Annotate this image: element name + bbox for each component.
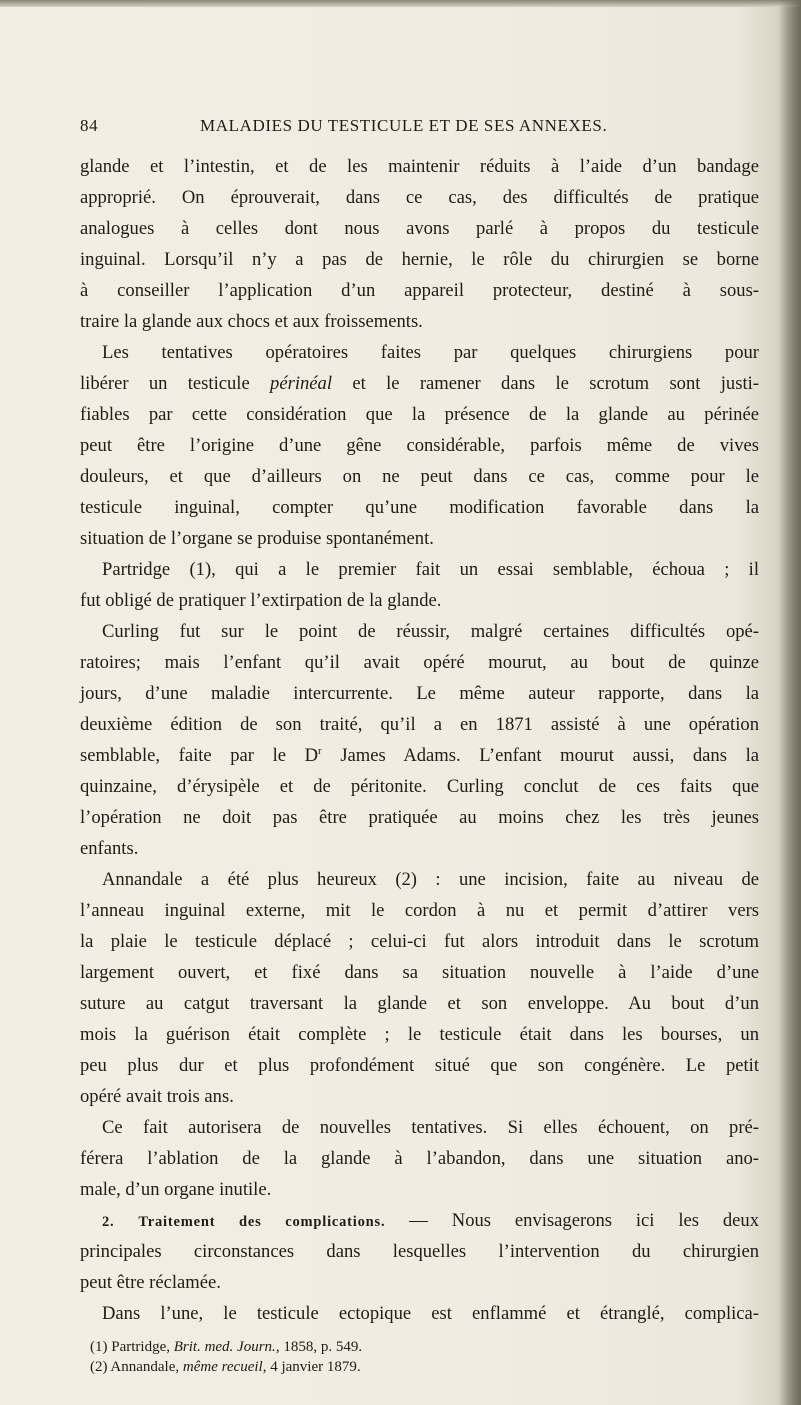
running-title: MALADIES DU TESTICULE ET DE SES ANNEXES.: [200, 116, 608, 135]
text-line: l’anneau inguinal externe, mit le cordon à nu et permit d’attirer vers: [80, 900, 759, 921]
text-line: testicule inguinal, compter qu’une modification favorable dans la: [80, 497, 759, 518]
text-line: peut être l’origine d’une gêne considérable, parfois même de vives: [80, 435, 759, 456]
footnote: [80, 1357, 759, 1377]
text-line: [80, 368, 759, 399]
text-run: et le ramener dans le scrotum sont justi-: [332, 373, 759, 394]
text-line: peut être réclamée.: [80, 1272, 221, 1293]
text-line: fiables par cette considération que la présence de la glande au périnée: [80, 404, 759, 425]
superscript: r: [318, 744, 322, 757]
section-number: 2.: [102, 1214, 115, 1230]
top-border: [0, 0, 801, 7]
text-line: mois la guérison était complète ; le testicule était dans les bourses, un: [80, 1024, 759, 1045]
text-line: férera l’ablation de la glande à l’abandon, dans une situation ano-: [80, 1148, 759, 1169]
footnote-text: (1) Partridge,: [90, 1339, 174, 1355]
footnotes: [80, 1337, 759, 1377]
text-line: peu plus dur et plus profondément situé que son congénère. Le petit: [80, 1055, 759, 1076]
journal-title: même recueil: [182, 1359, 263, 1375]
text-line: principales circonstances dans lesquelles l’intervention du chirurgien: [80, 1241, 759, 1262]
text-line: Partridge (1), qui a le premier fait un essai semblable, échoua ; il: [102, 559, 759, 580]
body-text: [80, 151, 759, 1329]
text-line: glande et l’intestin, et de les maintenir réduits à l’aide d’un bandage: [80, 156, 759, 177]
text-line: Ce fait autorisera de nouvelles tentatives. Si elles échouent, on pré-: [102, 1117, 759, 1138]
footnote: [80, 1337, 759, 1357]
section-title: Traitement des complications.: [138, 1214, 386, 1230]
text-line: jours, d’une maladie intercurrente. Le même auteur rapporte, dans la: [80, 683, 759, 704]
text-line: à conseiller l’application d’un appareil protecteur, destiné à sous-: [80, 280, 759, 301]
text-run: semblable, faite par le D: [80, 745, 319, 766]
text-line: douleurs, et que d’ailleurs on ne peut dans ce cas, comme pour le: [80, 466, 759, 487]
text-line: Les tentatives opératoires faites par quelques chirurgiens pour: [102, 342, 759, 363]
text-line: deuxième édition de son traité, qu’il a en 1871 assisté à une opération: [80, 714, 759, 735]
text-line: approprié. On éprouverait, dans ce cas, des difficultés de pratique: [80, 187, 759, 208]
text-line: largement ouvert, et fixé dans sa situation nouvelle à l’aide d’une: [80, 962, 759, 983]
text-line: Annandale a été plus heureux (2) : une incision, faite au niveau de: [102, 869, 759, 890]
text-line: l’opération ne doit pas être pratiquée au moins chez les très jeunes: [80, 807, 759, 828]
section-heading-line: [80, 1205, 759, 1236]
text-line: quinzaine, d’érysipèle et de péritonite. Curling conclut de ces faits que: [80, 776, 759, 797]
text-line: opéré avait trois ans.: [80, 1086, 234, 1107]
text-line: la plaie le testicule déplacé ; celui-ci fut alors introduit dans le scrotum: [80, 931, 759, 952]
text-run: James Adams. L’enfant mourut aussi, dans la: [321, 745, 759, 766]
text-line: traire la glande aux chocs et aux froissements.: [80, 311, 423, 332]
text-line: Curling fut sur le point de réussir, malgré certaines difficultés opé-: [102, 621, 759, 642]
footnote-text: (2) Annandale,: [90, 1359, 183, 1375]
page-edge-shadow: [779, 0, 801, 1405]
text-line: situation de l’organe se produise spontanément.: [80, 528, 434, 549]
italic-term: périnéal: [270, 373, 333, 394]
footnote-text: , 1858, p. 549.: [275, 1339, 363, 1355]
journal-title: Brit. med. Journ.: [173, 1339, 276, 1355]
text-line: male, d’un organe inutile.: [80, 1179, 272, 1200]
text-line: enfants.: [80, 838, 139, 859]
text-run: — Nous envisagerons ici les deux: [385, 1210, 759, 1231]
text-line: fut obligé de pratiquer l’extirpation de la glande.: [80, 590, 442, 611]
text-line: ratoires; mais l’enfant qu’il avait opéré mourut, au bout de quinze: [80, 652, 759, 673]
text-line: analogues à celles dont nous avons parlé à propos du testicule: [80, 218, 759, 239]
text-line: [80, 740, 759, 771]
page-number: 84: [80, 116, 99, 135]
page-header: [80, 116, 760, 142]
text-line: inguinal. Lorsqu’il n’y a pas de hernie, le rôle du chirurgien se borne: [80, 249, 759, 270]
text-line: suture au catgut traversant la glande et son enveloppe. Au bout d’un: [80, 993, 759, 1014]
footnote-text: , 4 janvier 1879.: [262, 1359, 361, 1375]
text-line: Dans l’une, le testicule ectopique est enflammé et étranglé, complica-: [102, 1303, 759, 1324]
text-run: libérer un testicule: [80, 373, 271, 394]
